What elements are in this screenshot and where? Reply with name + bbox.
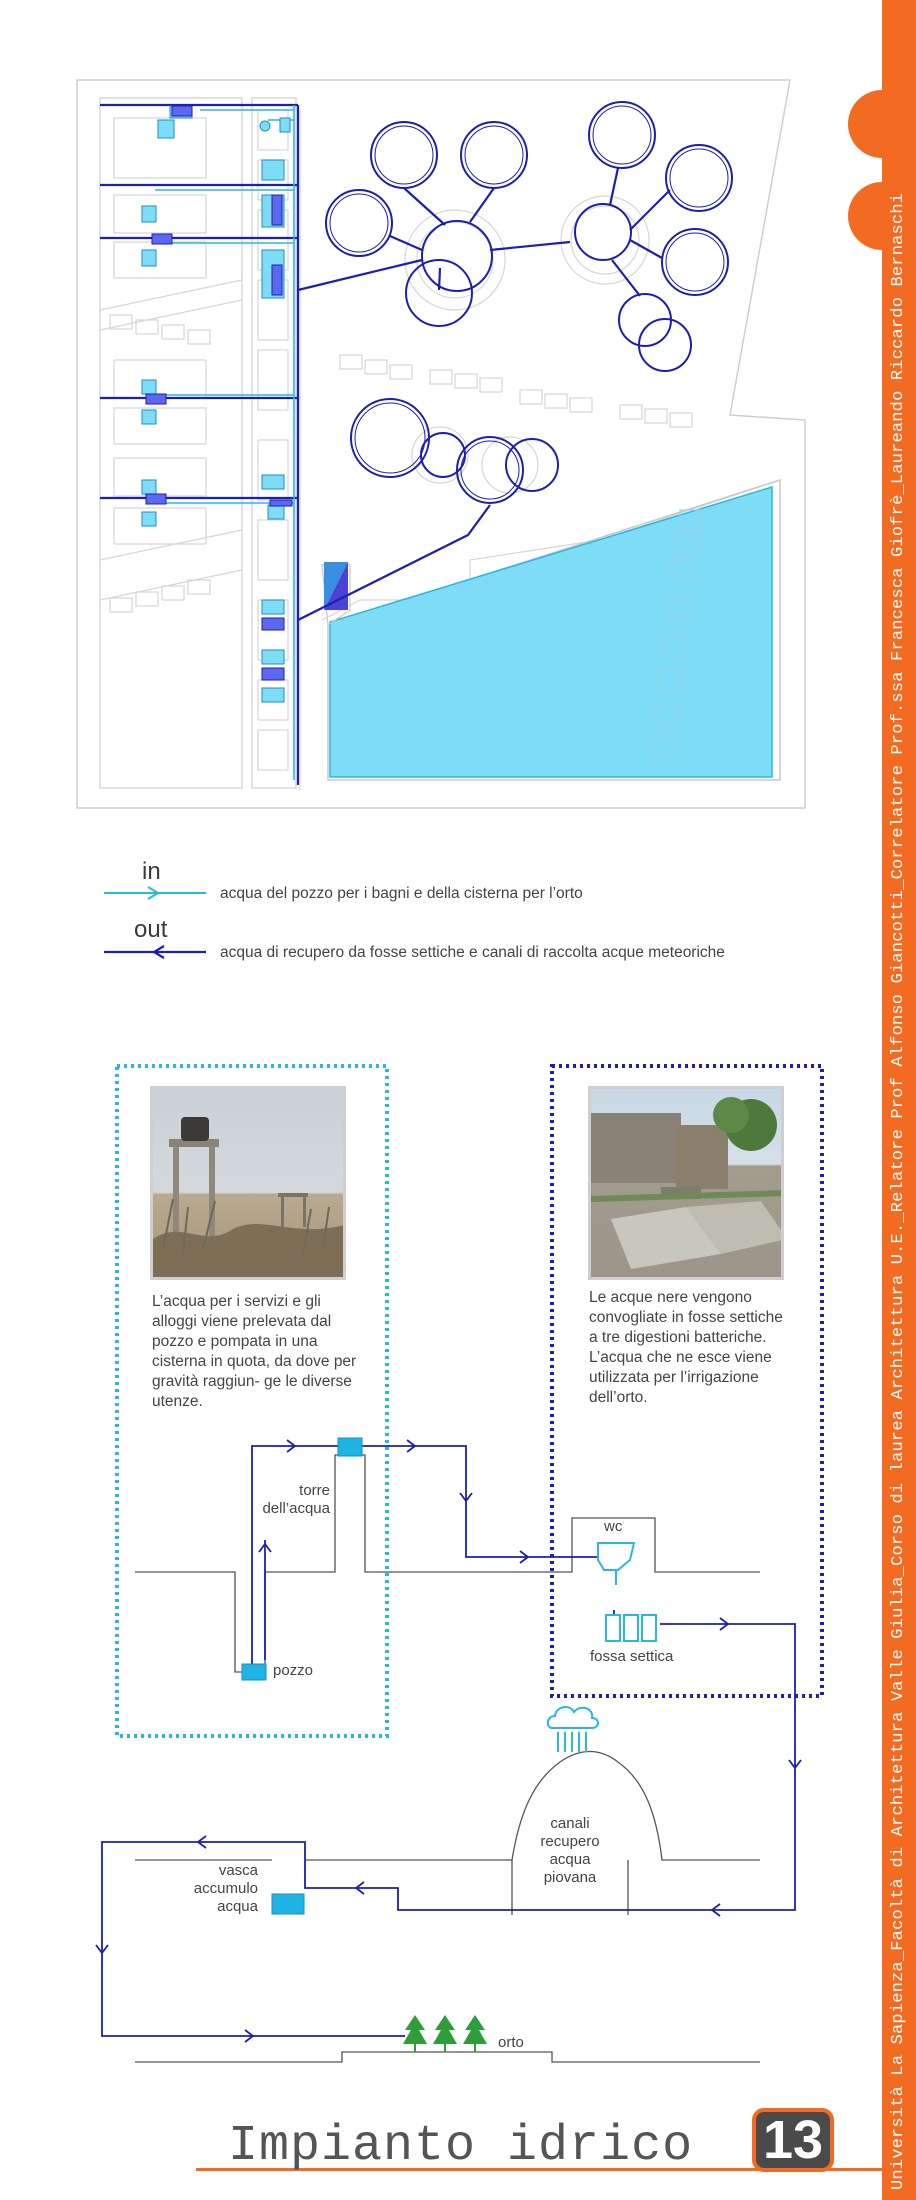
water-tower-tank <box>338 1438 362 1456</box>
water-tower-photo <box>150 1086 346 1280</box>
legend-in-text: acqua del pozzo per i bagni e della cisterna per l’orto <box>220 885 583 902</box>
site-plan <box>0 0 880 820</box>
septic-caption: Le acque nere vengono convogliate in fosse settiche a tre digestioni batteriche. L’acqua che ne esce viene utilizzata per l’irrigazione dell’orto. <box>589 1289 783 1406</box>
wc-icon <box>598 1543 634 1585</box>
rain-channels-label: canali recupero acqua piovana <box>540 1815 600 1886</box>
legend-out-text: acqua di recupero da fosse settiche e canali di raccolta acque meteoriche <box>220 944 725 961</box>
tree-icons <box>403 2015 487 2052</box>
sidebar-credits: Università La Sapienza_Facoltà di Architettura Valle Giulia_Corso di laurea Architettura U.E._Relatore Prof Alfonso Giancotti_Correlatore Prof.ssa Francesca Giofrè_Laureando Riccardo Bernaschi <box>889 192 908 2190</box>
legend-out-label: out <box>134 916 168 943</box>
garden-label: orto <box>498 2034 524 2051</box>
legend-out-arrow <box>102 945 210 959</box>
septic-tank-photo <box>588 1086 784 1280</box>
water-tower-label: torre dell’acqua <box>262 1482 330 1517</box>
septic-label: fossa settica <box>590 1648 674 1665</box>
septic-tank-icon <box>606 1615 656 1641</box>
storage-tank-label: vasca accumulo acqua <box>193 1862 258 1915</box>
well-label: pozzo <box>273 1662 314 1679</box>
wc-label: wc <box>604 1518 623 1535</box>
well-caption: L’acqua per i servizi e gli alloggi viene prelevata dal pozzo e pompata in una cisterna in quota, da dove per gravità raggiun- ge le diverse utenze. <box>152 1293 357 1410</box>
page-number-badge: 13 <box>752 2108 834 2172</box>
page-title: Impianto idrico <box>228 2118 694 2175</box>
legend-in-arrow <box>102 886 210 900</box>
storage-tank <box>272 1894 304 1914</box>
well-pump <box>242 1664 266 1680</box>
rain-cloud-icon <box>548 1707 598 1752</box>
legend-in-label: in <box>142 858 161 885</box>
